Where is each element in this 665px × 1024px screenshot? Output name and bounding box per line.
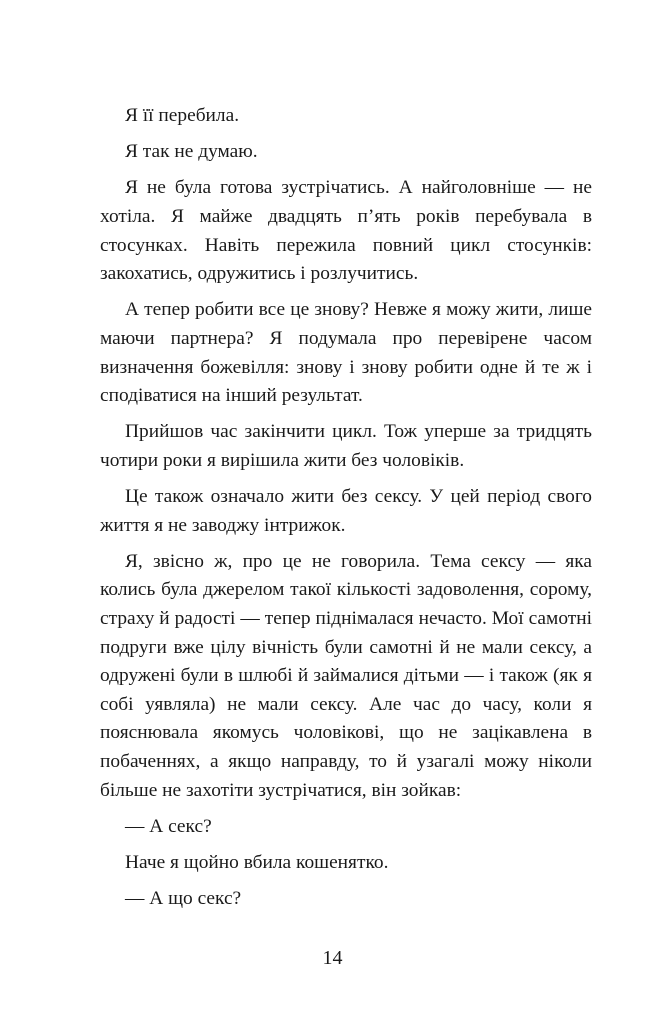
paragraph-2: Я так не думаю. [125,141,258,163]
paragraph-5: Прийшов час закінчити цикл. Тож уперше за тридцять чотири роки я вирішила жити без чоловіків. [100,421,592,471]
paragraph-1: Я її перебила. [125,105,240,126]
dialogue-line-1: — А секс? [125,815,212,837]
paragraph-8: Наче я щойно вбила кошенятко. [125,852,389,873]
dialogue-line-2: — А що секс? [125,888,242,910]
page-number: 14 [322,947,343,969]
paragraph-3: Я не була готова зустрічатись. А найголовніше — не хотіла. Я майже двадцять п’ять років перебувала в стосунках. Навіть пережила повний цикл стосунків: закохатись, одружитись і розлучитись. [100,177,592,285]
paragraph-6: Це також означало жити без сексу. У цей період свого життя я не заводжу інтрижок. [100,486,592,536]
paragraph-4: А тепер робити все це знову? Невже я можу жити, лише маючи партнера? Я подумала про перевірене часом визначення божевілля: знову і знову робити одне й те ж і сподіватися на інший результат. [100,299,592,407]
paragraph-7: Я, звісно ж, про це не говорила. Тема сексу — яка колись була джерелом такої кількості задоволення, сорому, страху й радості — тепер піднімалася нечасто. Мої самотні подруги вже цілу вічність були самотні й не мали сексу, а одружені були в шлюбі й займалися дітьми — і також (як я собі уявляла) не мали сексу. Але час до часу, коли я пояснювала якомусь чоловікові, що не зацікавлена в побаченнях, а якщо направду, то й узагалі можу ніколи більше не захотіти зустрічатися, він зойкав: [100,550,592,801]
body-text [100,102,592,921]
